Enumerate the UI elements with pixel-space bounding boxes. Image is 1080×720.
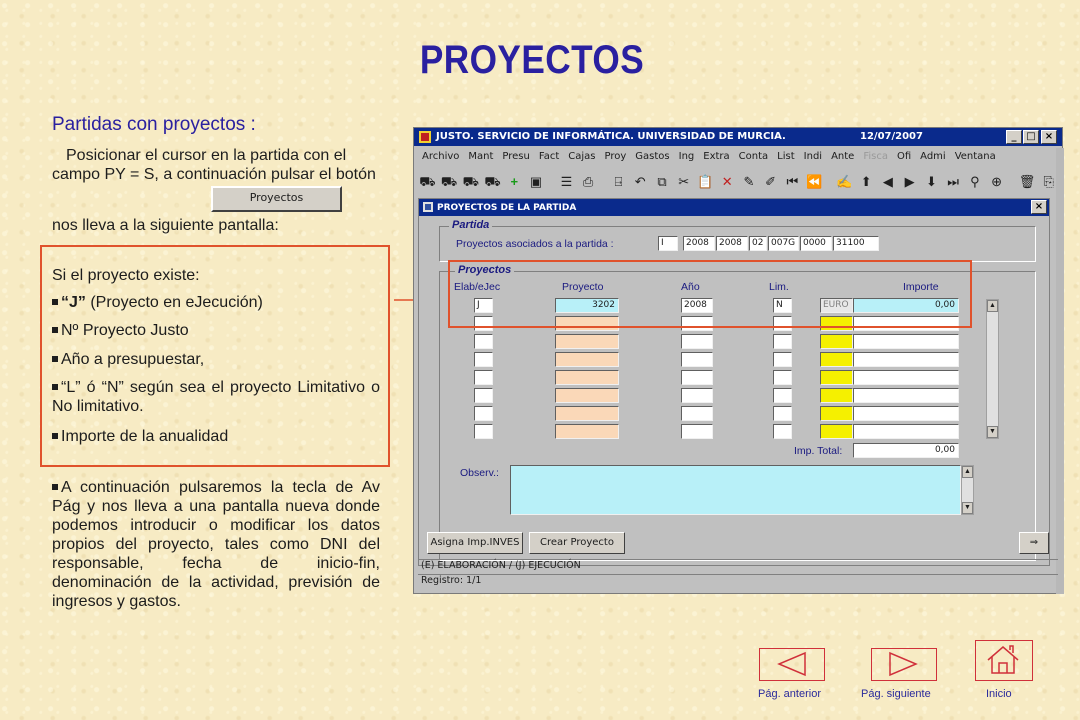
triangle-right-icon: [872, 649, 935, 679]
partida-field-4[interactable]: 02: [749, 236, 767, 251]
scroll-track[interactable]: [987, 312, 998, 426]
form-close-button[interactable]: ×: [1031, 200, 1047, 214]
asigna-imp-inves-button[interactable]: Asigna Imp.INVES: [427, 532, 523, 554]
query-icon[interactable]: ✍: [836, 174, 853, 189]
cars-icon[interactable]: ⛟: [440, 174, 458, 189]
anio-field[interactable]: [681, 352, 713, 367]
copy-icon[interactable]: ⧉: [657, 174, 667, 189]
proyectos-group-label: Proyectos: [455, 264, 514, 276]
intro-continuation: nos lleva a la siguiente pantalla:: [52, 217, 279, 234]
bullet-text: Año a presupuestar,: [61, 351, 205, 368]
toolbar: [418, 170, 1058, 194]
menu-archivo[interactable]: Archivo: [422, 151, 460, 162]
bullet-text: Importe de la anualidad: [61, 428, 229, 445]
ej-field[interactable]: [474, 334, 493, 349]
anio-field[interactable]: [681, 424, 713, 439]
menu-ing[interactable]: Ing: [678, 151, 695, 162]
proyecto-field[interactable]: [555, 334, 619, 349]
menu-cajas[interactable]: Cajas: [568, 151, 596, 162]
bullet-icon: [52, 299, 58, 305]
lim-field[interactable]: N: [773, 298, 792, 313]
partida-field-1[interactable]: I: [658, 236, 678, 251]
importe-field[interactable]: 0,00: [853, 298, 959, 313]
menu-mant[interactable]: Mant: [468, 151, 494, 162]
previous-page-icon[interactable]: ⏪: [806, 174, 823, 189]
scroll-up-icon[interactable]: ▲: [987, 300, 998, 312]
bullet-item: [52, 293, 380, 312]
next-page-button[interactable]: [871, 648, 937, 681]
add-icon[interactable]: +: [510, 174, 519, 189]
observ-label: Observ.:: [460, 467, 499, 479]
moneda-field: [820, 352, 853, 367]
moneda-field: [820, 388, 853, 403]
partida-field-7[interactable]: 31100: [833, 236, 879, 251]
importe-field[interactable]: [853, 424, 959, 439]
right-arrow-icon[interactable]: ▶: [904, 174, 915, 189]
minimize-button[interactable]: _: [1006, 130, 1022, 144]
export-icon[interactable]: ⎘: [1043, 174, 1054, 189]
lim-field[interactable]: [773, 406, 792, 421]
triangle-left-icon: [760, 649, 823, 679]
menu-presu[interactable]: Presu: [502, 151, 530, 162]
exit-door-icon[interactable]: ⍈: [614, 174, 623, 189]
bullet-item: [52, 378, 380, 416]
importe-field[interactable]: [853, 370, 959, 385]
cars-icon[interactable]: ⛟: [419, 174, 436, 189]
ej-field[interactable]: [474, 388, 493, 403]
delete-icon[interactable]: ✕: [721, 174, 733, 189]
menubar: [414, 147, 1062, 167]
scroll-up-icon[interactable]: ▲: [962, 466, 973, 478]
list-icon[interactable]: ☰: [560, 174, 573, 189]
lim-field[interactable]: [773, 334, 792, 349]
bullet-text: A continuación pulsaremos la tecla de Av Pág y nos lleva a una pantalla nueva donde podemos introducir o modificar los datos propios del proyecto, tales como DNI del responsable, fecha de inicio-fin, denominación de la actividad, previsión de ingresos y gastos.: [52, 479, 380, 610]
menu-list[interactable]: List: [777, 151, 795, 162]
moneda-field: [820, 406, 853, 421]
cars-icon[interactable]: ⛟: [484, 174, 501, 189]
prev-page-button[interactable]: [759, 648, 825, 681]
header-importe: Importe: [903, 281, 939, 293]
bullet-text: “L” ó “N” según sea el proyecto Limitativo o No limitativo.: [52, 379, 380, 415]
form-icon: [422, 201, 434, 213]
ej-field[interactable]: [474, 424, 493, 439]
unmark-icon[interactable]: ✐: [765, 174, 777, 189]
menu-indi[interactable]: Indi: [803, 151, 823, 162]
anio-field[interactable]: 2008: [681, 298, 713, 313]
observ-scrollbar[interactable]: [961, 465, 974, 515]
up-arrow-icon[interactable]: ⬆: [860, 174, 872, 189]
scroll-down-icon[interactable]: ▼: [987, 426, 998, 438]
status-line: (E) ELABORACIÓN / (J) EJECUCIÓN: [418, 559, 1058, 573]
ej-field[interactable]: [474, 370, 493, 385]
scroll-down-icon[interactable]: ▼: [962, 502, 973, 514]
proyecto-field[interactable]: [555, 352, 619, 367]
partida-field-5[interactable]: 007G: [768, 236, 799, 251]
prev-page-label[interactable]: Pág. anterior: [758, 688, 821, 700]
bullet-text: Nº Proyecto Justo: [61, 322, 189, 339]
app-title: JUSTO. SERVICIO DE INFORMÁTICA. UNIVERSIDAD DE MURCIA.: [436, 131, 786, 142]
exit-icon: ⇒: [1029, 537, 1039, 548]
header-proyecto: Proyecto: [562, 281, 604, 293]
menu-ante[interactable]: Ante: [831, 151, 855, 162]
maximize-button[interactable]: □: [1023, 130, 1039, 144]
header-lim: Lim.: [769, 281, 789, 293]
toolbar-separator: [1009, 172, 1015, 192]
bullet-item: [52, 350, 380, 369]
box-lead: Si el proyecto existe:: [52, 267, 200, 284]
save-icon[interactable]: ▣: [529, 174, 543, 189]
app-window: [413, 127, 1063, 594]
house-icon: [976, 641, 1031, 679]
bullet-text: (Proyecto en eJecución): [85, 294, 263, 311]
menu-fact[interactable]: Fact: [538, 151, 560, 162]
lim-field[interactable]: [773, 352, 792, 367]
lim-field[interactable]: [773, 388, 792, 403]
form-titlebar: [419, 199, 1049, 216]
menu-extra[interactable]: Extra: [703, 151, 730, 162]
menu-ofi[interactable]: Ofi: [896, 151, 912, 162]
page-title: PROYECTOS: [419, 38, 645, 82]
filter-icon[interactable]: ⚲: [970, 174, 980, 189]
down-arrow-icon[interactable]: ⬇: [925, 174, 937, 189]
lim-field[interactable]: [773, 424, 792, 439]
lim-field[interactable]: [773, 370, 792, 385]
rows-scrollbar[interactable]: [986, 299, 999, 439]
first-record-icon[interactable]: ⏮: [786, 174, 799, 189]
header-anio: Año: [681, 281, 700, 293]
footer-paragraph: [52, 478, 380, 611]
intro-paragraph: Posicionar el cursor en la partida con el campo PY = S, a continuación pulsar el botón: [52, 147, 376, 183]
importe-field[interactable]: [853, 406, 959, 421]
importe-field[interactable]: [853, 352, 959, 367]
toolbar-separator: [826, 172, 832, 192]
home-label[interactable]: Inicio: [986, 688, 1012, 700]
toolbar-separator: [601, 172, 607, 192]
imp-total-field: 0,00: [853, 443, 959, 458]
bullet-item: [52, 321, 380, 340]
section-heading: Partidas con proyectos :: [52, 114, 256, 135]
anio-field[interactable]: [681, 388, 713, 403]
header-elab-ejec: Elab/eJec: [454, 281, 501, 293]
print-icon[interactable]: ⎙: [582, 174, 594, 189]
anio-field[interactable]: [681, 406, 713, 421]
menu-gastos[interactable]: Gastos: [635, 151, 670, 162]
app-titlebar: [414, 128, 1062, 146]
menu-proy[interactable]: Proy: [604, 151, 627, 162]
observ-textarea[interactable]: [510, 465, 961, 515]
form-title: PROYECTOS DE LA PARTIDA: [437, 203, 577, 213]
app-date: 12/07/2007: [860, 131, 923, 142]
menu-ventana[interactable]: Ventana: [954, 151, 996, 162]
bullet-icon: [52, 433, 58, 439]
moneda-field: [820, 424, 853, 439]
cars-icon[interactable]: ⛟: [462, 174, 480, 189]
trash-icon[interactable]: 🗑: [1018, 174, 1036, 189]
next-page-label[interactable]: Pág. siguiente: [861, 688, 931, 700]
bullet-icon: [52, 356, 58, 362]
home-button[interactable]: [975, 640, 1033, 681]
zoom-icon[interactable]: ⊕: [991, 174, 1003, 189]
close-button[interactable]: ×: [1041, 130, 1057, 144]
partida-label: Proyectos asociados a la partida :: [456, 238, 614, 250]
last-record-icon[interactable]: ⏭: [947, 174, 959, 189]
undo-icon[interactable]: ↶: [634, 174, 646, 189]
paste-icon[interactable]: 📋: [697, 174, 714, 189]
menu-admi[interactable]: Admi: [920, 151, 946, 162]
highlight-box: [448, 260, 972, 328]
app-scrollbar[interactable]: [1056, 148, 1064, 594]
proyecto-field[interactable]: [555, 388, 619, 403]
proyecto-field[interactable]: [555, 424, 619, 439]
partida-group-label: Partida: [449, 219, 492, 231]
anio-field[interactable]: [681, 334, 713, 349]
imp-total-label: Imp. Total:: [794, 445, 843, 457]
proyecto-field[interactable]: 3202: [555, 298, 619, 313]
bullet-icon: [52, 327, 58, 333]
importe-field[interactable]: [853, 334, 959, 349]
importe-field[interactable]: [853, 388, 959, 403]
scroll-track[interactable]: [962, 478, 973, 502]
anio-field[interactable]: [681, 370, 713, 385]
app-logo-icon: [418, 130, 432, 144]
moneda-field: [820, 370, 853, 385]
bullet-quote: “J”: [61, 294, 86, 311]
crear-proyecto-button[interactable]: Crear Proyecto: [529, 532, 625, 554]
menu-conta[interactable]: Conta: [738, 151, 769, 162]
toolbar-separator: [548, 172, 554, 192]
ej-field[interactable]: [474, 406, 493, 421]
mark-icon[interactable]: ✎: [743, 174, 755, 189]
proyecto-field[interactable]: [555, 406, 619, 421]
proyectos-form: [418, 198, 1050, 566]
bullet-icon: [52, 484, 58, 490]
left-arrow-icon[interactable]: ◀: [882, 174, 893, 189]
partida-field-6[interactable]: 0000: [800, 236, 832, 251]
bullet-item: [52, 427, 380, 446]
moneda-field: EURO: [820, 298, 853, 313]
ej-field[interactable]: J: [474, 298, 493, 313]
exit-form-button[interactable]: [1019, 532, 1049, 554]
moneda-field: [820, 334, 853, 349]
bullet-icon: [52, 384, 58, 390]
partida-field-2[interactable]: 2008: [683, 236, 715, 251]
proyecto-field[interactable]: [555, 370, 619, 385]
ej-field[interactable]: [474, 352, 493, 367]
proyectos-button-image: Proyectos: [211, 186, 342, 212]
cut-icon[interactable]: ✂: [678, 174, 690, 189]
menu-fisca: Fisca: [863, 151, 888, 162]
partida-field-3[interactable]: 2008: [716, 236, 748, 251]
record-line: Registro: 1/1: [418, 574, 1058, 588]
